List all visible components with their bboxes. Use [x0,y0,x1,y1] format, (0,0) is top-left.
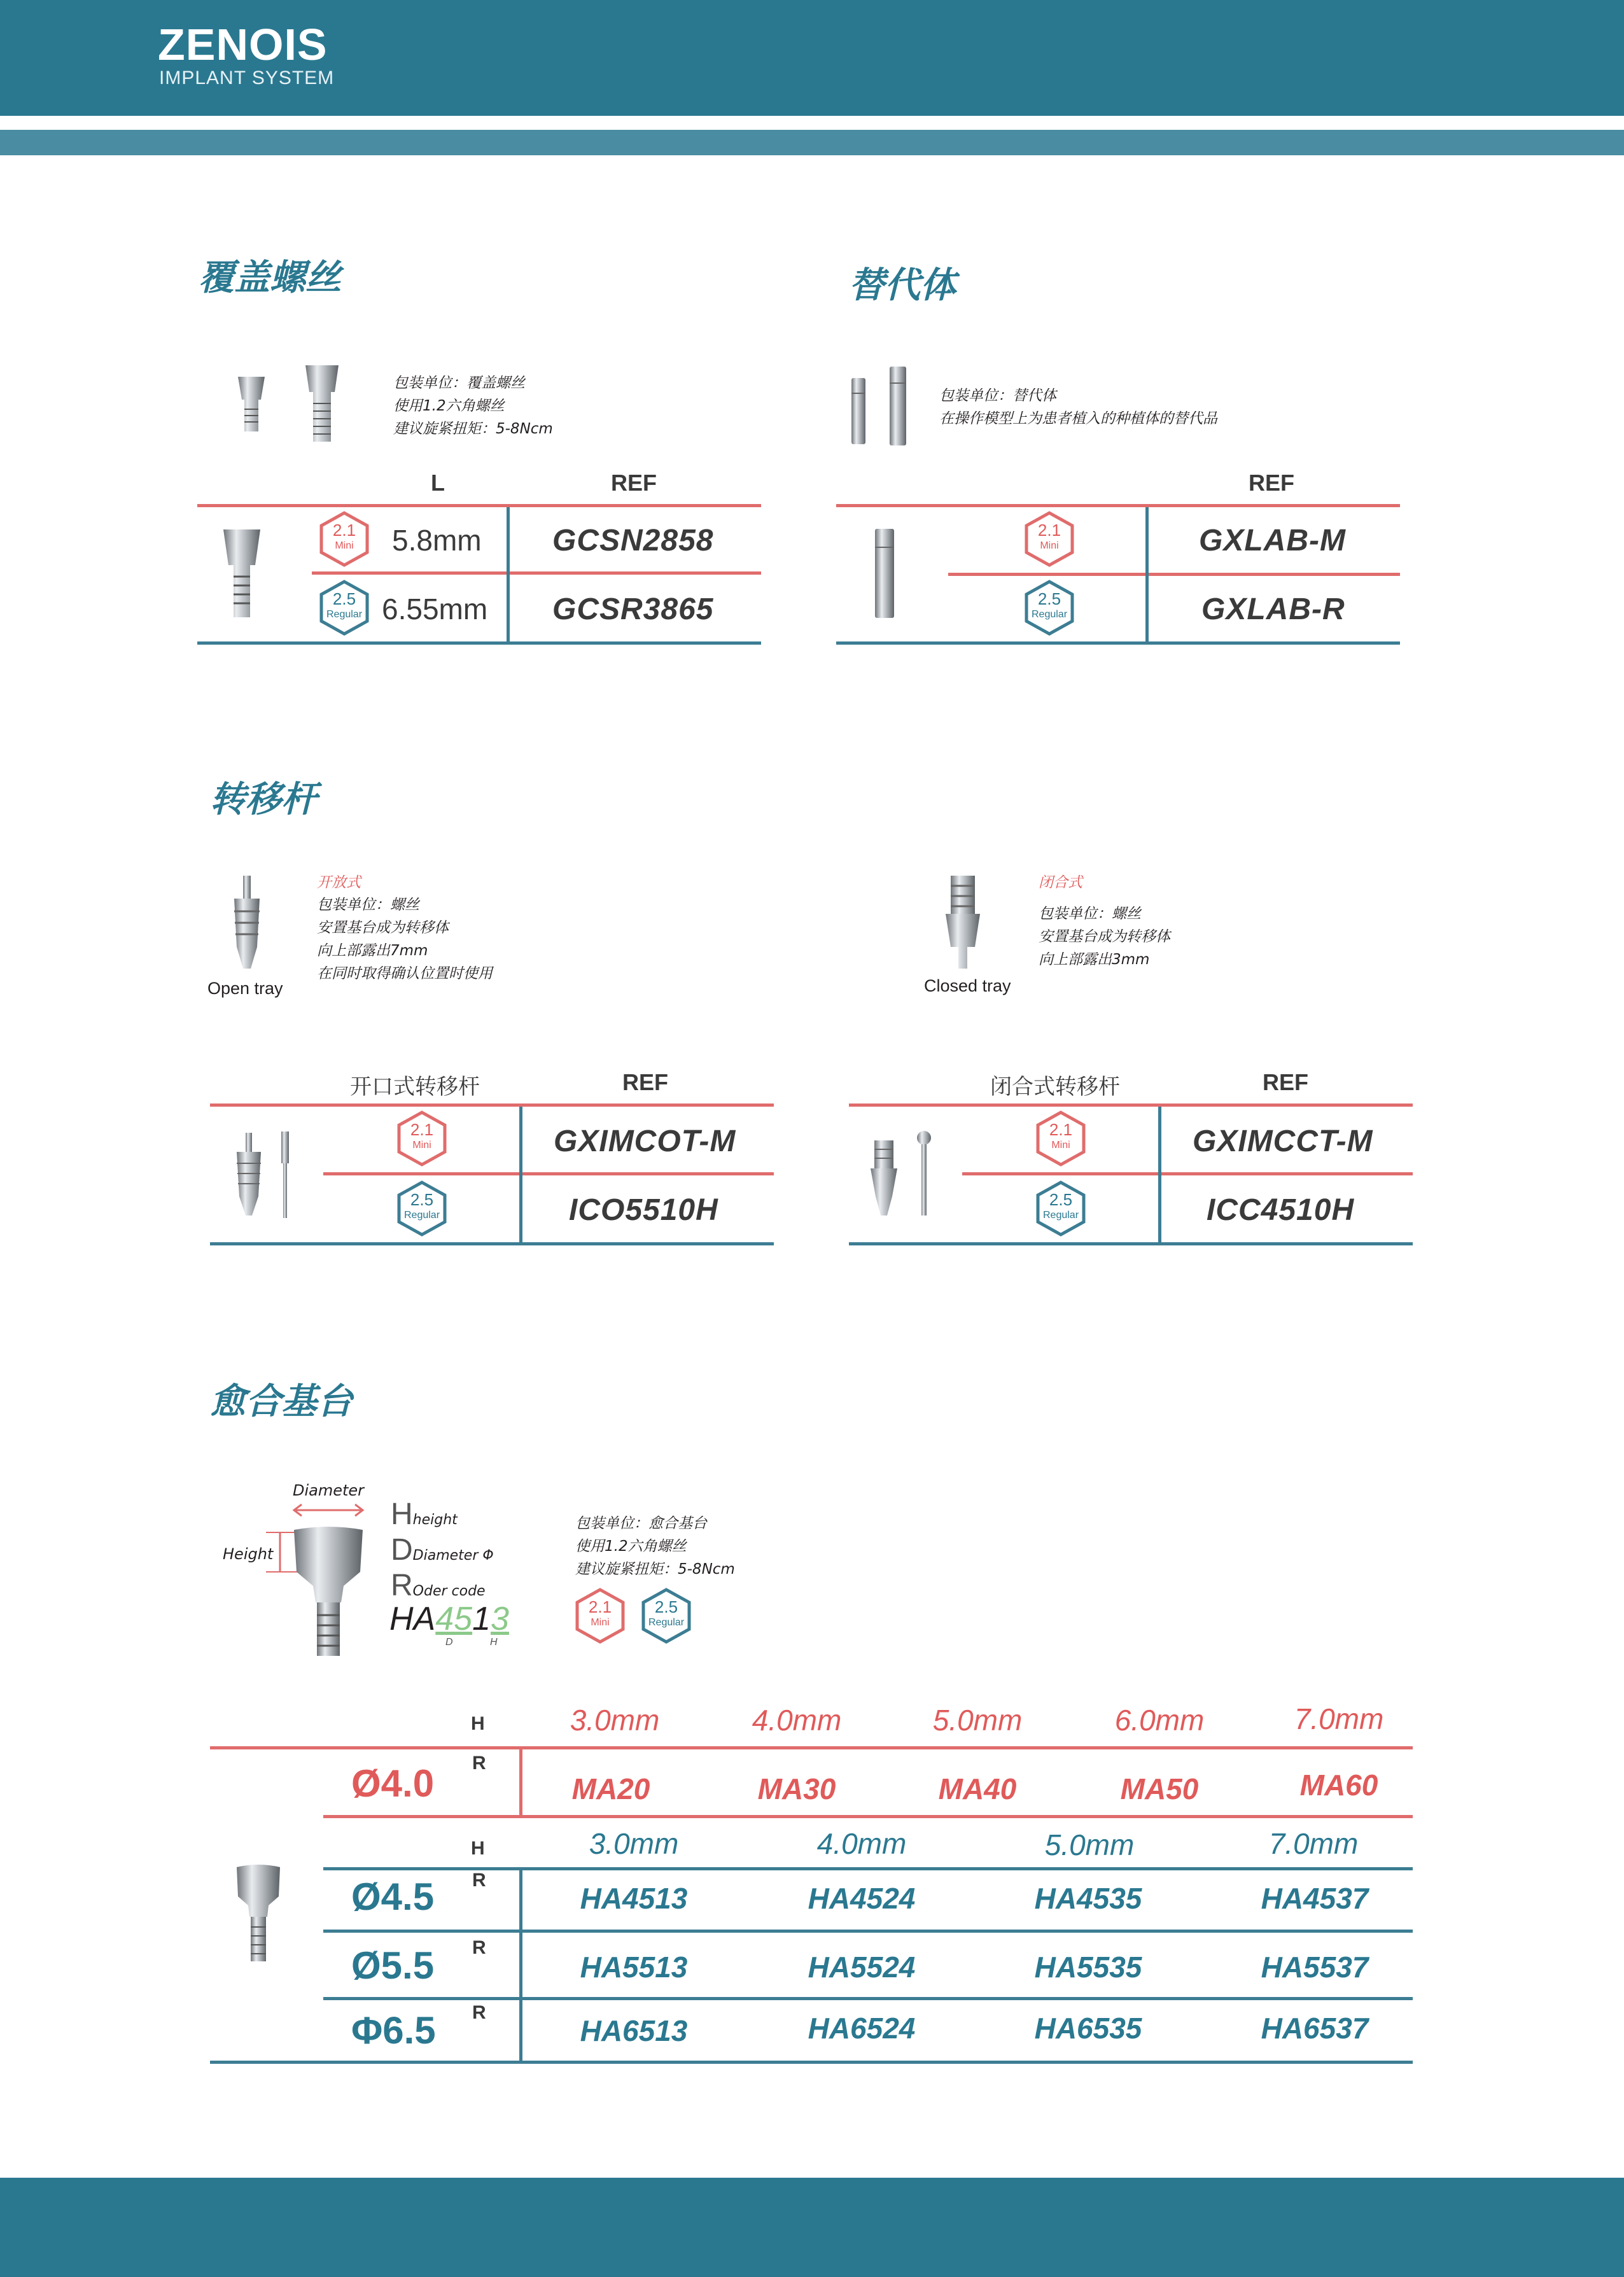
closed-tray-type: 闭合式 [1039,874,1082,891]
closed-tray-notes: 包装单位：螺丝 安置基台成为转移体 向上部露出3mm [1039,906,1170,968]
analog-notes: 包装单位：替代体 在操作模型上为患者植入的种植体的替代品 [939,388,1217,427]
regular-hex-badge: 2.5 Regular [316,579,373,636]
mini-hex-badge: 2.1 Mini [316,510,373,568]
diameter-label: Diameter [293,1482,365,1499]
analog-large-image [887,364,909,451]
open-tray-mid-line [323,1172,774,1175]
cover-screw-mid-line [312,571,761,575]
regular-height-col: 3.0mm [589,1827,679,1860]
mini-height-col: 5.0mm [932,1704,1023,1737]
regular-code: HA4535 [1034,1882,1142,1915]
open-tray-top-line [210,1103,774,1107]
mini-code: MA60 [1299,1769,1378,1802]
cover-screw-length-regular: 6.55mm [382,592,488,626]
cover-screw-length-mini: 5.8mm [392,524,482,557]
mini-height-col: 7.0mm [1294,1702,1384,1735]
mini-r-label: R [472,1753,486,1774]
healing-diagram-image [290,1526,367,1663]
regular-hex-badge: 2.5 Regular [1032,1180,1089,1237]
cover-screw-divider [507,507,510,641]
closed-tray-ref-mini: GXIMCCT-M [1193,1124,1373,1158]
mini-code: MA30 [757,1772,836,1805]
open-tray-ref-mini: GXIMCOT-M [554,1124,736,1158]
regular-hex-badge: 2.5 Regular [393,1180,451,1237]
mini-hex-badge: 2.1 Mini [1032,1110,1089,1167]
mini-height-col: 3.0mm [570,1704,660,1737]
closed-tray-bottom-line [849,1242,1413,1245]
analog-top-line [836,504,1400,507]
regular-code: HA4513 [580,1882,688,1915]
open-tray-col-ref: REF [622,1069,668,1095]
healing-notes: 包装单位：愈合基台 使用1.2六角螺丝 建议旋紧扭矩：5-8Ncm [575,1515,735,1578]
mini-code: MA40 [938,1772,1017,1805]
healing-regular-top-line [323,1867,1413,1870]
mini-height-col: 6.0mm [1114,1704,1205,1737]
cover-screw-small-image [235,374,267,447]
closed-tray-divider [1158,1107,1161,1242]
brand-logo: ZENOIS [158,20,328,69]
regular-hex-badge: 2.5 Regular [638,1587,695,1644]
analog-table-image [872,526,897,624]
mini-h-label: H [471,1713,485,1734]
regular-code: HA6524 [808,2012,916,2045]
healing-top-line [210,1746,1413,1749]
mini-height-col: 4.0mm [752,1704,842,1737]
healing-mini-divider [519,1749,522,1815]
hdr-legend: Hheight DDiameter Φ ROder code [391,1497,494,1602]
open-tray-table-title: 开口式转移杆 [350,1074,480,1100]
analog-divider [1145,507,1149,641]
healing-row-line-1 [323,1930,1413,1933]
closed-tray-caption: Closed tray [924,976,1011,995]
mini-code: MA50 [1120,1772,1199,1805]
cover-screw-top-line [197,504,761,507]
order-code-example: HA4513 [389,1601,509,1637]
header-stripe [0,130,1624,155]
diameter-arrow [290,1501,367,1523]
healing-table-image [233,1863,284,1968]
open-tray-ref-regular: ICO5510H [569,1193,718,1227]
mini-diameter: Ø4.0 [351,1762,435,1805]
height-label: Height [223,1545,274,1563]
analog-ref-mini: GXLAB-M [1199,524,1346,557]
closed-tray-mid-line [962,1172,1413,1175]
cover-screw-table-image [220,526,264,624]
regular-diameter: Ø5.5 [351,1944,435,1987]
regular-code: HA5537 [1261,1951,1369,1984]
regular-code: HA5524 [808,1951,916,1984]
cover-screw-col-l: L [431,470,445,496]
cover-screw-large-image [303,363,341,449]
regular-height-col: 5.0mm [1044,1828,1135,1861]
regular-diameter: Ø4.5 [351,1875,435,1918]
open-tray-table-image [227,1126,303,1225]
mini-hex-badge: 2.1 Mini [393,1110,451,1167]
closed-tray-image [942,873,984,976]
cover-screw-notes: 包装单位：覆盖螺丝 使用1.2六角螺丝 建议旋紧扭矩：5-8Ncm [393,375,553,437]
mini-hex-badge: 2.1 Mini [571,1587,629,1644]
closed-tray-table-image [865,1126,942,1225]
regular-r-label: R [472,2002,486,2023]
regular-diameter: Φ6.5 [351,2009,436,2052]
regular-code: HA4524 [808,1882,916,1915]
analog-bottom-line [836,641,1400,645]
analog-title: 替代体 [849,265,956,306]
regular-code: HA6535 [1034,2012,1142,2045]
open-tray-divider [519,1107,522,1242]
cover-screw-ref-mini: GCSN2858 [552,524,714,557]
regular-r-label: R [472,1870,486,1891]
healing-title: 愈合基台 [210,1381,353,1422]
cover-screw-title: 覆盖螺丝 [199,257,341,298]
regular-code: HA4537 [1261,1882,1369,1915]
code-sub-h: H [490,1637,498,1648]
analog-small-image [849,375,868,450]
closed-tray-ref-regular: ICC4510H [1207,1193,1355,1227]
closed-tray-col-ref: REF [1263,1069,1308,1095]
closed-tray-table-title: 闭合式转移杆 [990,1074,1120,1100]
regular-code: HA6513 [580,2014,688,2047]
mini-code: MA20 [571,1772,650,1805]
regular-code: HA5535 [1034,1951,1142,1984]
regular-code: HA5513 [580,1951,688,1984]
mini-hex-badge: 2.1 Mini [1021,510,1078,568]
cover-screw-ref-regular: GCSR3865 [552,592,714,626]
regular-height-col: 4.0mm [816,1827,907,1860]
healing-bottom-line [210,2061,1413,2064]
open-tray-caption: Open tray [207,979,283,998]
footer-bar [0,2178,1624,2277]
brand-tagline: IMPLANT SYSTEM [159,67,335,88]
regular-code: HA6537 [1261,2012,1369,2045]
healing-regular-divider [519,1870,522,2061]
transfer-title: 转移杆 [210,779,317,820]
open-tray-bottom-line [210,1242,774,1245]
regular-r-label: R [472,1937,486,1958]
analog-ref-regular: GXLAB-R [1201,592,1345,626]
cover-screw-bottom-line [197,641,761,645]
analog-mid-line [948,573,1400,576]
healing-row-line-2 [323,1997,1413,2000]
analog-col-ref: REF [1249,470,1294,496]
open-tray-type: 开放式 [317,874,361,891]
regular-height-col: 7.0mm [1268,1827,1359,1860]
open-tray-image [229,873,265,976]
open-tray-notes: 包装单位：螺丝 安置基台成为转移体 向上部露出7mm 在同时取得确认位置时使用 [317,897,493,982]
healing-mini-bottom-line [323,1815,1413,1818]
regular-hex-badge: 2.5 Regular [1021,579,1078,636]
closed-tray-top-line [849,1103,1413,1107]
regular-h-label: H [471,1838,485,1859]
cover-screw-col-ref: REF [611,470,657,496]
code-sub-d: D [445,1637,453,1648]
